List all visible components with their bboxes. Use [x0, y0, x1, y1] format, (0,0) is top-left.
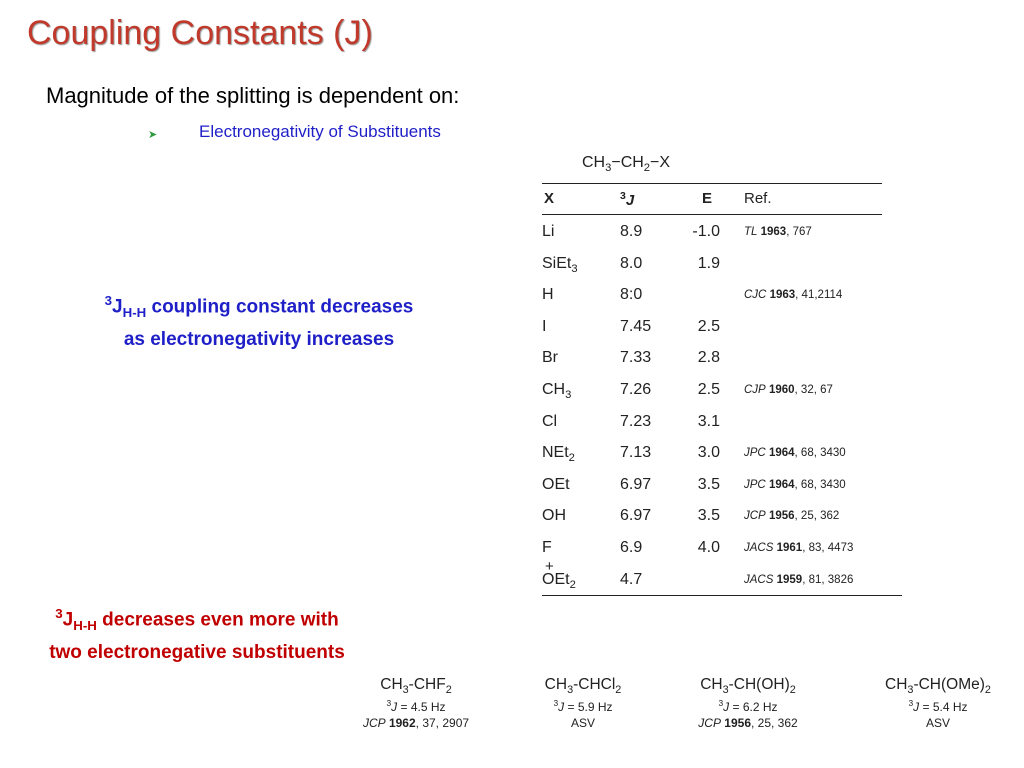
- table-cell-j: 8.9: [620, 223, 643, 240]
- example-j-value: $^3$J = 5.9 Hz: [553, 698, 613, 715]
- coupling-table: [530, 148, 910, 608]
- charge-sign: +: [545, 557, 554, 575]
- header-e: E: [702, 190, 713, 207]
- table-cell-x: OEt: [542, 475, 570, 493]
- bullet-text: Electronegativity of Substituents: [199, 122, 441, 141]
- table-cell-ref: CJP 1960, 32, 67: [744, 384, 833, 396]
- table-cell-e: 3.0: [697, 444, 720, 462]
- example-formula: $CH_3-CH(OH)_2$: [700, 676, 796, 697]
- table-cell-ref: CJC 1963, 41,2114: [744, 289, 843, 302]
- table-cell-x: I: [542, 317, 547, 335]
- header-x: X: [544, 190, 555, 207]
- example-j-value: $^3$J = 6.2 Hz: [718, 698, 778, 715]
- table-cell-x: F: [542, 539, 552, 556]
- table-cell-j: 6.97: [620, 507, 652, 525]
- table-cell-j: 8.0: [620, 254, 643, 272]
- table-cell-ref: JACS 1961, 83, 4473: [744, 542, 854, 554]
- example-formula: $CH_3-CH(OMe)_2$: [885, 676, 991, 697]
- table-cell-j: 6.9: [620, 539, 643, 556]
- example-ch-oh2: [658, 676, 838, 730]
- table-cell-ref: JCP 1956, 25, 362: [744, 510, 840, 523]
- table-cell-j: 7.33: [620, 349, 652, 367]
- example-j-value: $^3$J = 5.4 Hz: [908, 698, 968, 715]
- example-formula: $CH_3-CHF_2$: [380, 676, 452, 697]
- table-cell-j: 7.45: [620, 317, 652, 335]
- table-rule-bottom: [542, 595, 902, 596]
- table-cell-j: 8:0: [620, 286, 643, 304]
- table-cell-x: OEt$_2$ +: [542, 557, 576, 591]
- table-cell-x: Br: [542, 349, 558, 367]
- table-cell-x: Cl: [542, 412, 558, 430]
- table-cell-e: 1.9: [697, 254, 720, 272]
- table-cell-j: 4.7: [620, 570, 643, 588]
- table-cell-x: NEt$_2$: [542, 444, 575, 465]
- subtitle: Magnitude of the splitting is dependent on:: [46, 83, 460, 108]
- table-cell-e: 3.5: [697, 475, 720, 493]
- table-cell-e: -1.0: [692, 223, 720, 240]
- table-cell-e: 3.1: [697, 412, 720, 430]
- table-rule-top: [542, 183, 882, 184]
- table-cell-x: H: [542, 286, 554, 304]
- example-ref: ASV: [925, 716, 950, 731]
- note-two-substituents: $^3J_{H-H}$ decreases even more with two electronegative substituents: [49, 606, 345, 664]
- table-cell-ref: JACS 1959, 81, 3826: [744, 573, 854, 586]
- example-ref: ASV: [570, 716, 595, 731]
- table-cell-e: 3.5: [697, 507, 720, 525]
- example-chcl2: [493, 676, 673, 730]
- table-rule-mid: [542, 214, 882, 215]
- example-ref: JCP 1956, 25, 362: [698, 716, 798, 731]
- table-cell-x: OH: [542, 507, 566, 525]
- table-cell-x: $CH_3$: [542, 381, 572, 402]
- table-formula: $CH_3-CH_2-X$: [582, 154, 671, 175]
- table-cell-x: SiEt$_3$: [542, 254, 578, 275]
- table-cell-x: Li: [542, 223, 555, 240]
- table-cell-e: 4.0: [697, 539, 720, 556]
- example-j-value: $^3$J = 4.5 Hz: [386, 698, 446, 715]
- table-cell-j: 7.13: [620, 444, 652, 462]
- table-cell-e: 2.8: [697, 349, 720, 367]
- table-cell-ref: JPC 1964, 68, 3430: [744, 478, 846, 491]
- example-ref: JCP 1962, 37, 2907: [362, 716, 470, 731]
- example-formula: $CH_3-CHCl_2$: [544, 676, 622, 697]
- table-cell-e: 2.5: [697, 381, 720, 398]
- header-ref: Ref.: [744, 190, 772, 207]
- note-electronegativity: $^3J_{H-H}$ coupling constant decreases as electronegativity increases: [104, 293, 414, 351]
- table-cell-j: 7.26: [620, 381, 652, 398]
- table-cell-j: 6.97: [620, 475, 652, 493]
- page-title: Coupling Constants (J): [27, 14, 373, 52]
- arrow-bullet-icon: ➤: [148, 129, 158, 141]
- example-chf2: [326, 676, 506, 730]
- example-ch-ome2: [848, 676, 1024, 730]
- table-cell-e: 2.5: [697, 317, 720, 335]
- table-cell-j: 7.23: [620, 412, 652, 430]
- table-cell-ref: TL 1963, 767: [744, 226, 812, 238]
- header-j: $^3$J: [620, 190, 635, 209]
- table-cell-ref: JPC 1964, 68, 3430: [744, 447, 846, 460]
